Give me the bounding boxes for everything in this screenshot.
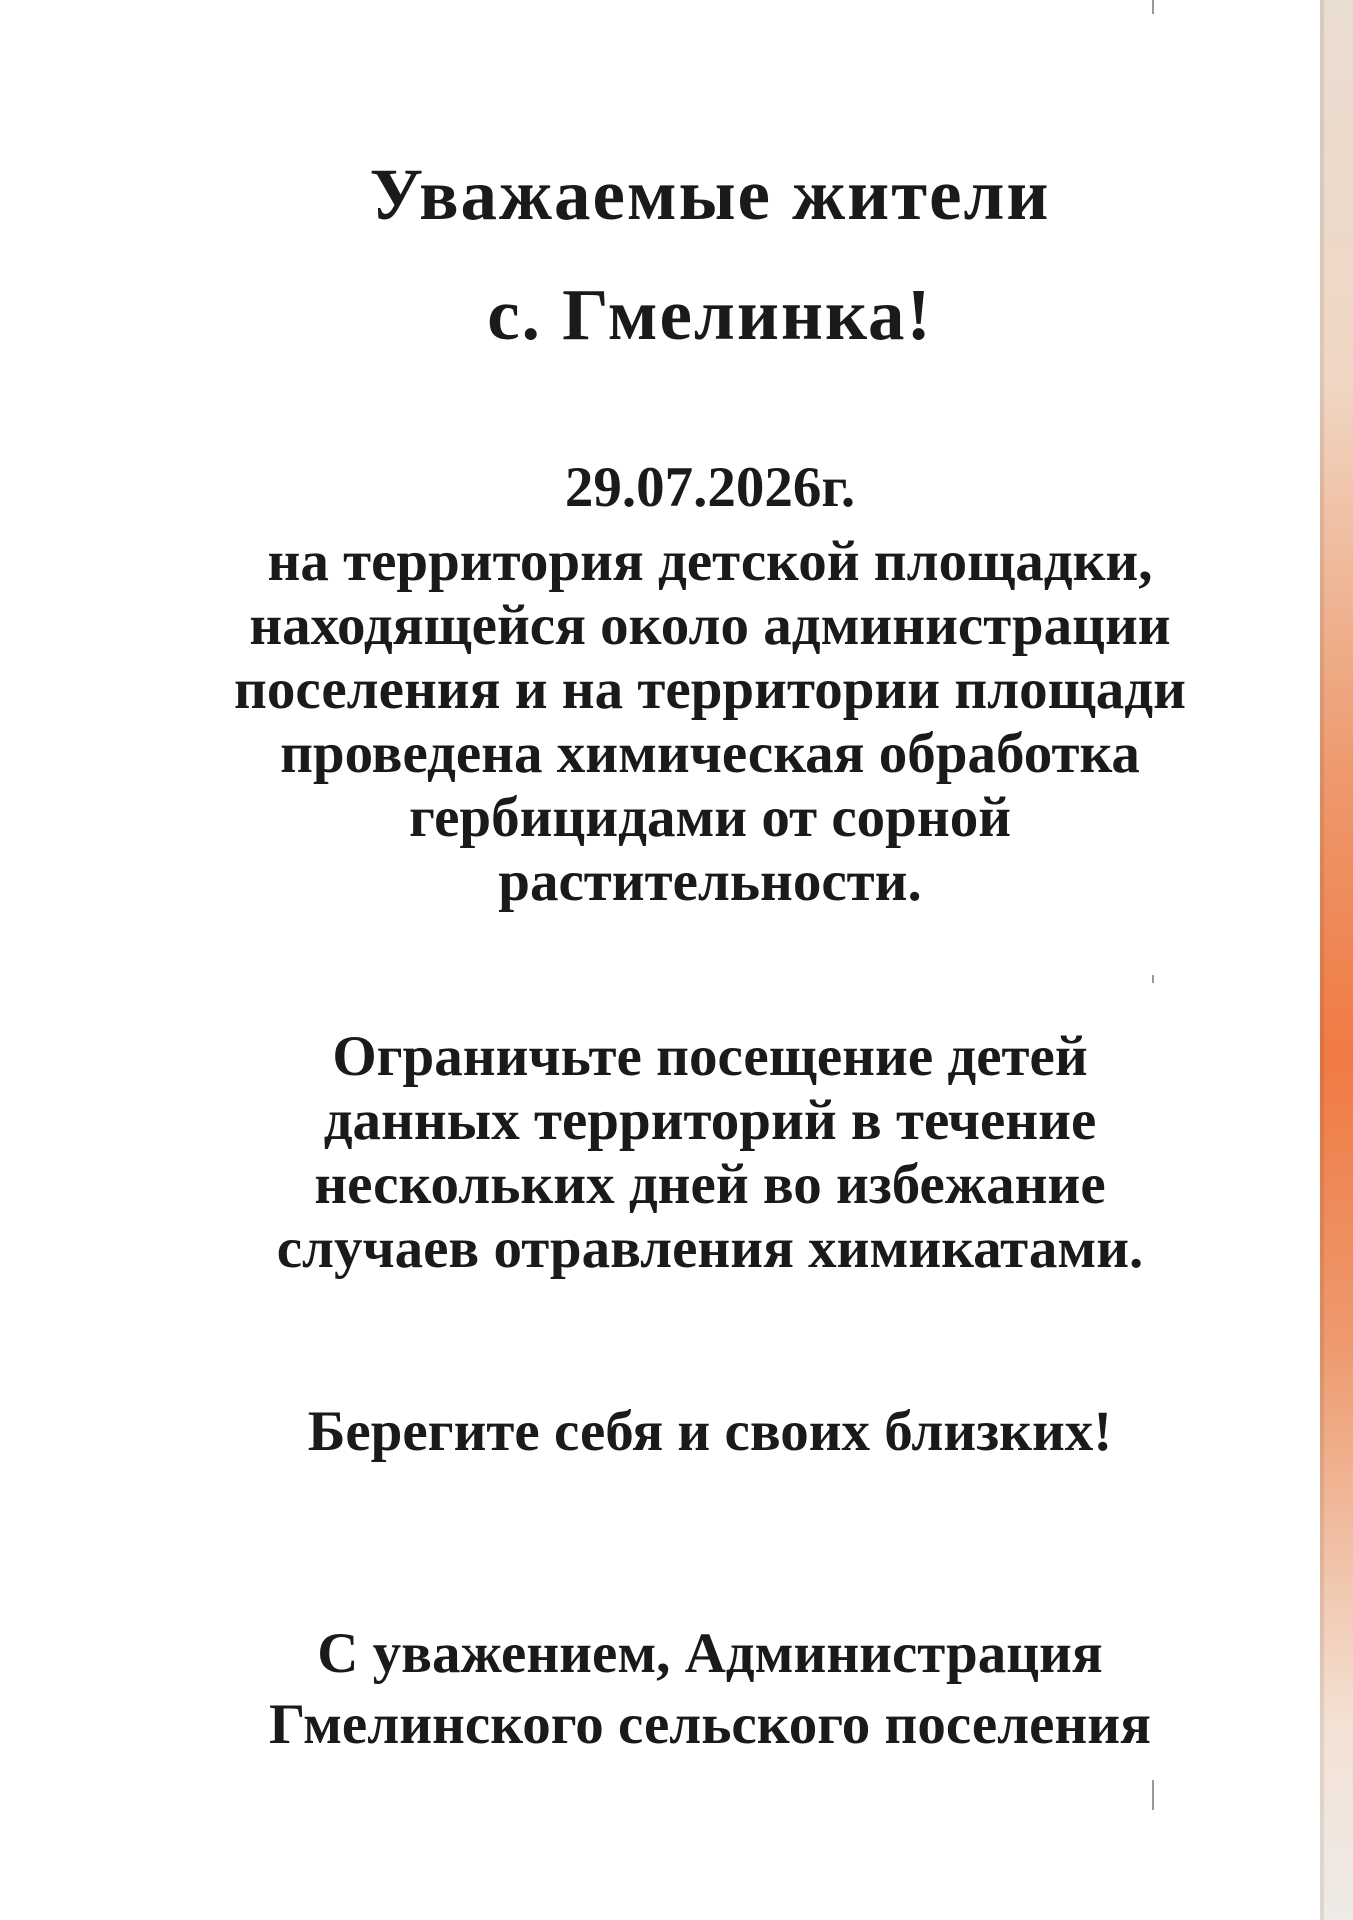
notice-date: 29.07.2026г. xyxy=(564,456,856,519)
warning-line: данных территорий в течение xyxy=(323,1089,1097,1152)
title-line-1: Уважаемые жители xyxy=(369,154,1051,235)
warning-line: случаев отравления химикатами. xyxy=(276,1217,1144,1280)
body-line: находящейся около администрации xyxy=(249,594,1171,657)
body-line: на территория детской площадки, xyxy=(267,530,1153,593)
scan-mark xyxy=(1152,0,1154,14)
scan-mark xyxy=(1152,975,1154,983)
title-line-2: с. Гмелинка! xyxy=(487,274,933,355)
body-line: поселения и на территории площади xyxy=(234,658,1186,721)
notice-warning xyxy=(60,1025,1353,1281)
body-line: гербицидами от сорной xyxy=(408,786,1012,849)
warning-line: Ограничьте посещение детей xyxy=(332,1025,1088,1088)
signature-line-2: Гмелинского сельского поселения xyxy=(269,1693,1151,1756)
page-edge-strip xyxy=(1320,0,1353,1920)
scan-mark xyxy=(1152,1780,1154,1810)
body-line: растительности. xyxy=(498,850,922,913)
notice-title xyxy=(60,135,1353,375)
warning-line: нескольких дней во избежание xyxy=(314,1153,1106,1216)
notice-body xyxy=(60,530,1353,914)
body-line: проведена химическая обработка xyxy=(280,722,1140,785)
notice-signature xyxy=(60,1618,1353,1760)
signature-line-1: С уважением, Администрация xyxy=(317,1622,1103,1685)
notice-care: Берегите себя и своих близких! xyxy=(307,1400,1113,1463)
